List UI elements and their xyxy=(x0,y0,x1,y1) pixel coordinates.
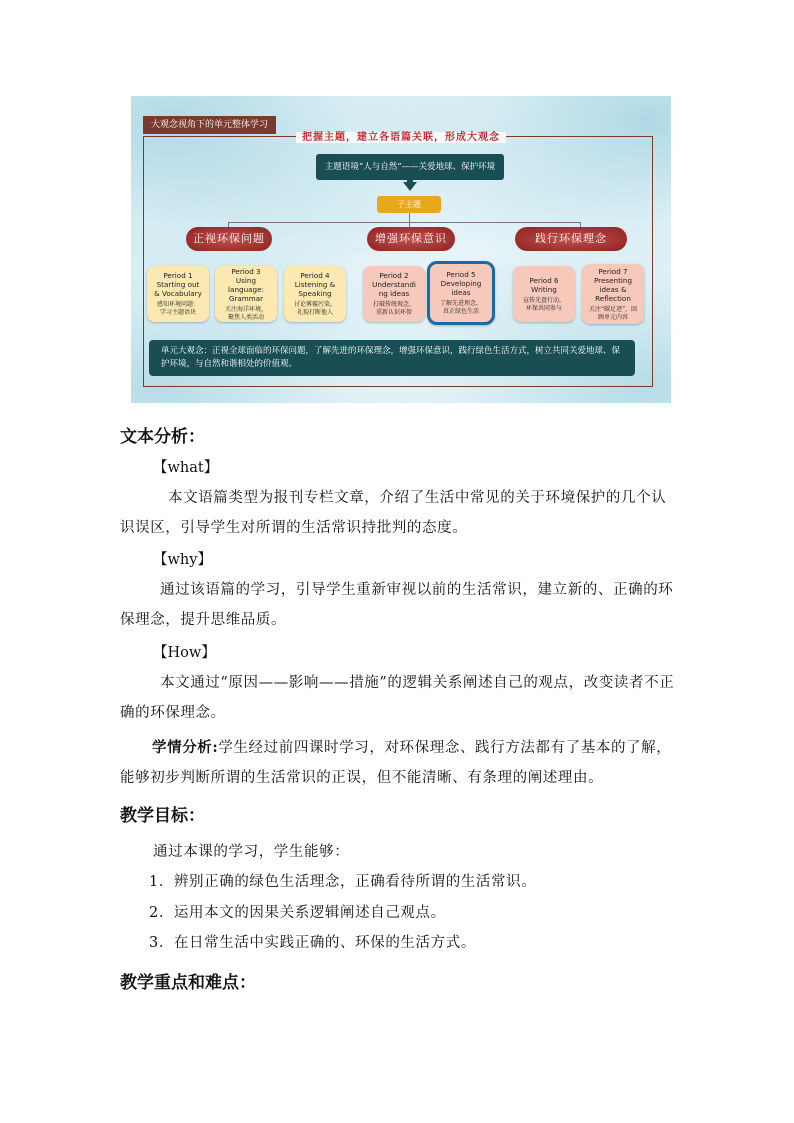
diagram-tag: 大观念视角下的单元整体学习 xyxy=(143,116,276,134)
what-paragraph xyxy=(120,483,675,543)
category-pill-3: 践行环保理念 xyxy=(515,227,627,251)
period-card-5 xyxy=(427,261,495,325)
period-note: 讨论雾霾污染， 礼貌打断他人 xyxy=(293,301,336,316)
objectives-intro: 通过本课的学习，学生能够： xyxy=(153,844,350,860)
period-title: Period 5 Developing ideas xyxy=(440,270,482,297)
objective-item-1: 1．辨别正确的绿色生活理念，正确看待所谓的生活常识。 xyxy=(149,874,537,890)
period-card-3 xyxy=(215,266,277,322)
category-pill-1: 正视环保问题 xyxy=(186,227,272,251)
period-note: 关注海洋环境， 聚焦人类活动 xyxy=(224,305,267,321)
learner-paragraph xyxy=(120,733,675,793)
objective-item-3: 3．在日常生活中实践正确的、环保的生活方式。 xyxy=(149,935,476,951)
diagram-slogan: 把握主题，建立各语篇关联，形成大观念 xyxy=(131,128,671,143)
how-label: 【How】 xyxy=(153,645,216,661)
period-title: Period 2 Understandi ng ideas xyxy=(372,271,416,298)
key-points-heading: 教学重点和难点： xyxy=(120,973,256,993)
sub-theme-box: 子主题 xyxy=(377,196,441,213)
period-title: Period 7 Presenting ideas & Reflection xyxy=(593,266,633,303)
category-pill-2: 增强环保意识 xyxy=(367,227,455,251)
period-card-7 xyxy=(582,264,644,324)
period-note: 关注“碳足迹”，回 顾单元内容 xyxy=(588,305,638,321)
theme-box: 主题语境“人与自然”——关爱地球、保护环境 xyxy=(316,154,504,180)
period-note: 了解先进理念， 真正绿色生活 xyxy=(439,300,482,315)
connector-horizontal xyxy=(228,222,580,223)
text-analysis-heading: 文本分析： xyxy=(120,427,205,447)
learner-label: 学情分析: xyxy=(152,739,219,756)
big-idea-box: 单元大观念：正视全球面临的环保问题，了解先进的环保理念，增强环保意识，践行绿色生活方式，树立共同关爱地球、保护环境，与自然和谐相处的价值观。 xyxy=(149,340,635,376)
period-note: 宣传光盘行动， 环保共同参与 xyxy=(522,296,565,312)
period-title: Period 6 Writing xyxy=(529,275,559,294)
why-text: 通过该语篇的学习，引导学生重新审视以前的生活常识，建立新的、正确的环保理念，提升思维品质。 xyxy=(120,582,674,628)
connector-vertical xyxy=(409,213,410,222)
what-label: 【what】 xyxy=(153,460,219,476)
period-card-2 xyxy=(363,266,425,322)
what-text: 本文语篇类型为报刊专栏文章，介绍了生活中常见的关于环境保护的几个认识误区，引导学生对所谓的生活常识持批判的态度。 xyxy=(120,490,667,536)
objectives-heading: 教学目标： xyxy=(120,806,205,826)
why-paragraph xyxy=(120,575,675,635)
period-title: Period 1 Starting out & Vocabulary xyxy=(154,271,202,298)
down-arrow-icon xyxy=(403,182,417,191)
how-paragraph xyxy=(120,668,675,728)
objective-item-2: 2．运用本文的因果关系逻辑阐述自己观点。 xyxy=(149,905,446,921)
period-card-1 xyxy=(147,266,209,322)
period-title: Period 3 Using language: Grammar xyxy=(228,266,264,303)
unit-overview-diagram xyxy=(131,96,671,403)
how-text: 本文通过“原因——影响——措施”的逻辑关系阐述自己的观点，改变读者不正确的环保理念。 xyxy=(120,675,675,721)
why-label: 【why】 xyxy=(153,552,212,568)
period-card-6 xyxy=(513,266,575,322)
period-title: Period 4 Listening & Speaking xyxy=(294,271,336,298)
period-note: 感知环境问题： 学习主题语块 xyxy=(156,301,199,316)
period-card-4 xyxy=(284,266,346,322)
learner-text: 学生经过前四课时学习，对环保理念、践行方法都有了基本的了解，能够初步判断所谓的生活常识的正误，但不能清晰、有条理的阐述理由。 xyxy=(120,740,672,786)
period-note: 打破传统观念， 重新认识环保 xyxy=(372,301,415,316)
